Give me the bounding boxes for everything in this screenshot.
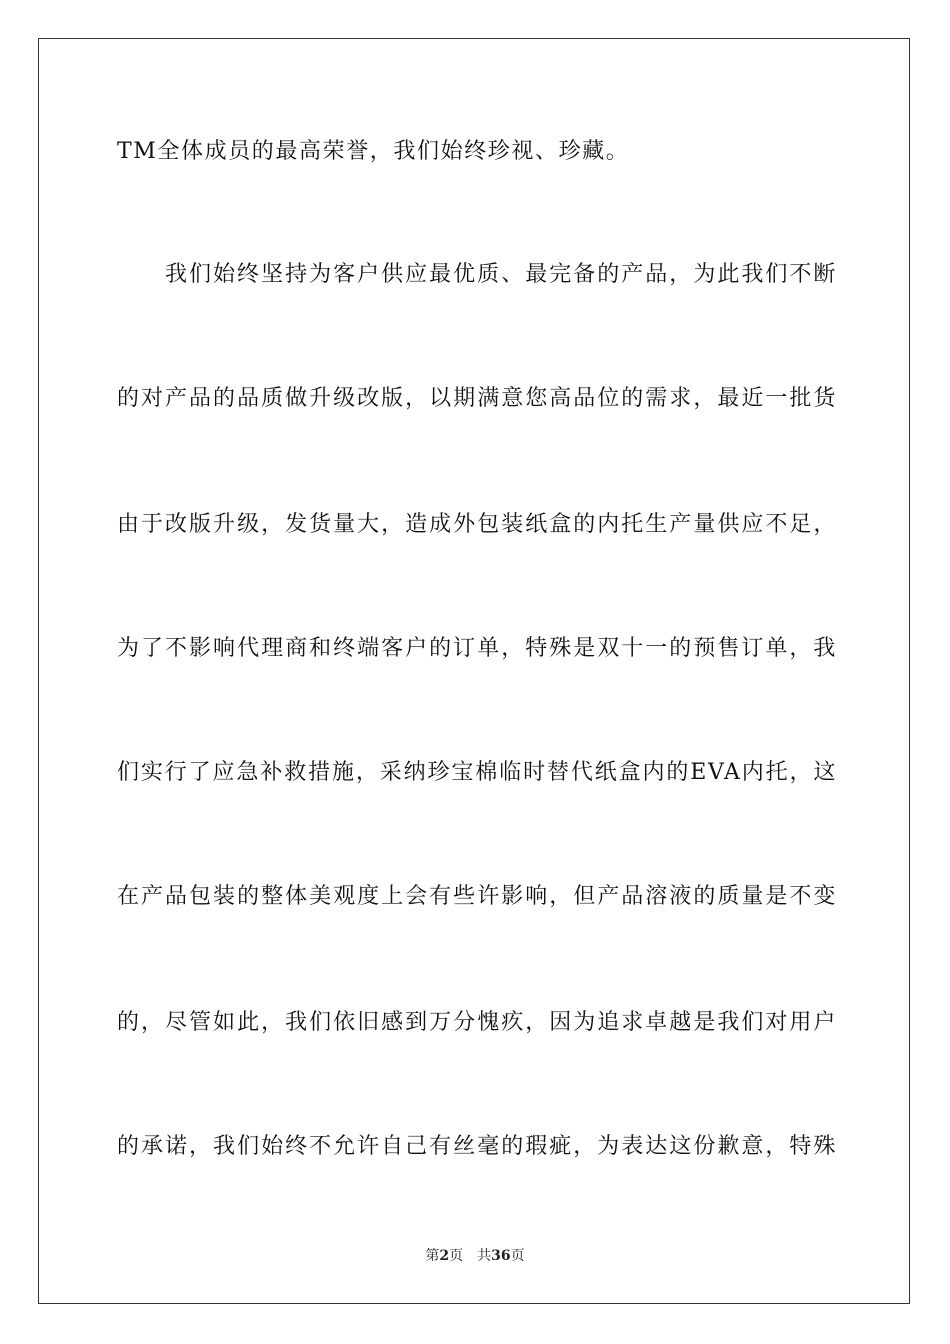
paragraph-line-6: 在产品包装的整体美观度上会有些许影响，但产品溶液的质量是不变 (117, 884, 837, 909)
page-border (38, 38, 910, 1304)
total-pages: 36 (491, 1248, 511, 1264)
total-prefix: 共 (477, 1248, 492, 1264)
page-prefix: 第 (425, 1248, 440, 1264)
paragraph-line-5: 们实行了应急补救措施，采纳珍宝棉临时替代纸盒内的EVA内托，这 (117, 760, 837, 785)
text-line-1: TM全体成员的最高荣誉，我们始终珍视、珍藏。 (117, 139, 630, 164)
paragraph-line-8: 的承诺，我们始终不允许自己有丝毫的瑕疵，为表达这份歉意，特殊 (117, 1134, 837, 1159)
page-number: 2 (439, 1248, 450, 1264)
paragraph-line-1: 我们始终坚持为客户供应最优质、最完备的产品，为此我们不断 (165, 262, 837, 287)
page-footer (0, 1246, 950, 1266)
paragraph-line-7: 的，尽管如此，我们依旧感到万分愧疚，因为追求卓越是我们对用户 (117, 1010, 837, 1035)
page-suffix: 页 (449, 1248, 464, 1264)
paragraph-line-4: 为了不影响代理商和终端客户的订单，特殊是双十一的预售订单，我 (117, 636, 837, 661)
total-suffix: 页 (510, 1248, 525, 1264)
paragraph-line-2: 的对产品的品质做升级改版，以期满意您高品位的需求，最近一批货 (117, 386, 837, 411)
paragraph-line-3: 由于改版升级，发货量大，造成外包装纸盒的内托生产量供应不足， (117, 512, 837, 537)
